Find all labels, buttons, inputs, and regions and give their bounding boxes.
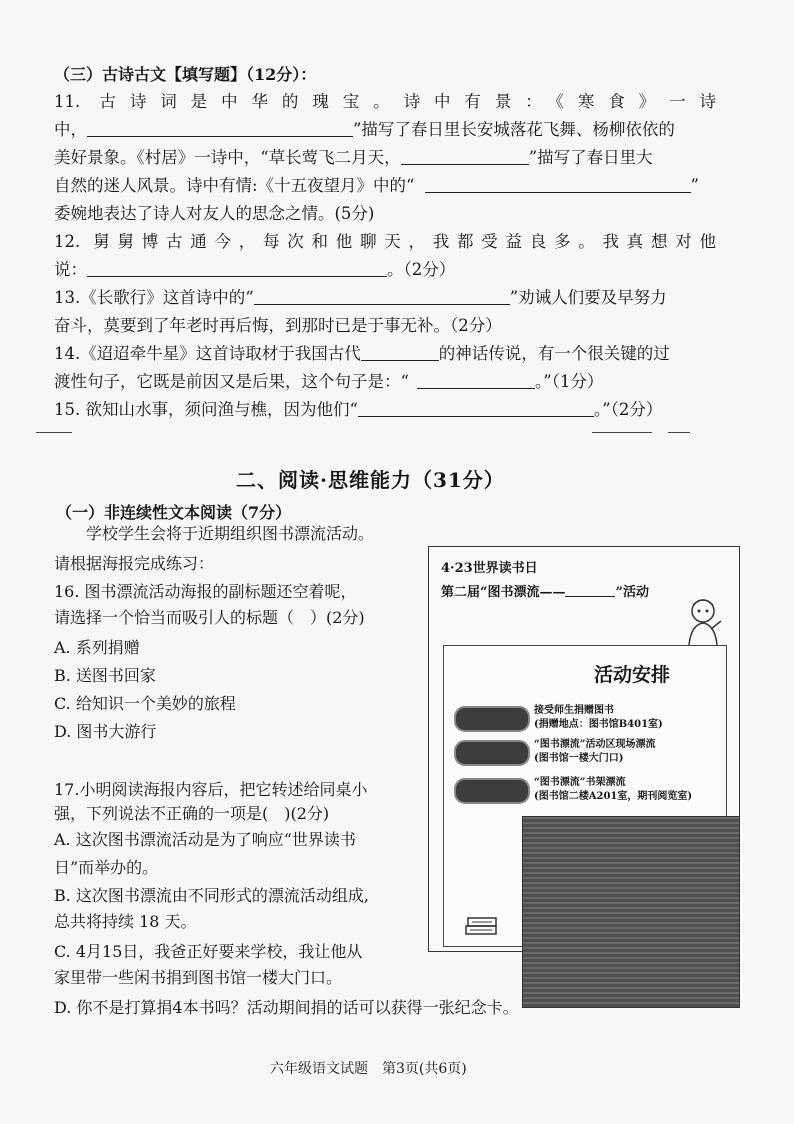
q12-line2-suffix: 。（2分） — [387, 260, 456, 279]
q16-option-d[interactable]: D. 图书大游行 — [54, 722, 157, 741]
arrangement-item-3-line2: (图书馆二楼A201室，期刊阅览室) — [534, 791, 693, 802]
q17-line2: 强，下列说法不正确的一项是( )(2分) — [54, 804, 330, 823]
poster-title-2-suffix: ”活动 — [615, 585, 649, 600]
q15-blank[interactable] — [358, 400, 594, 417]
date-pill-1 — [454, 706, 530, 732]
poster-title-1: 4·23世界读书日 — [441, 561, 538, 576]
arrangement-heading: 活动安排 — [594, 664, 671, 686]
q11-line3 — [54, 148, 653, 168]
separator-right-2 — [668, 432, 690, 433]
q17-option-a-line1[interactable]: A. 这次图书漂流活动是为了响应“世界读书 — [54, 830, 356, 849]
q14-line1-suffix: 的神话传说，有一个很关键的过 — [438, 344, 670, 363]
activity-poster — [428, 546, 740, 952]
poster-notes-box — [522, 816, 740, 1008]
q15-line1-prefix: 15. 欲知山水事，须问渔与樵，因为他们“ — [54, 400, 358, 419]
q15-line1 — [54, 400, 662, 420]
q11-line4-prefix: 自然的迷人风景。诗中有情:《十五夜望月》中的“ — [54, 176, 415, 195]
intro-line2: 请根据海报完成练习： — [54, 554, 215, 573]
q16-option-a[interactable]: A. 系列捐赠 — [54, 638, 140, 657]
arrangement-item-2 — [534, 738, 656, 766]
q11-line2-prefix: 中， — [54, 120, 87, 139]
q12-blank[interactable] — [87, 260, 387, 277]
part-2-heading: 二、阅读·思维能力（31分） — [236, 468, 505, 492]
q11-line4-suffix: ” — [690, 176, 699, 195]
q14-line2 — [54, 372, 603, 392]
q11-line4 — [54, 176, 699, 196]
q16-option-c[interactable]: C. 给知识一个美妙的旅程 — [54, 694, 236, 713]
q17-line1: 17.小明阅读海报内容后，把它转述给同桌小 — [54, 780, 368, 799]
arrangement-item-3-line1: “图书漂流”书架漂流 — [534, 777, 626, 788]
q16-line1: 16. 图书漂流活动海报的副标题还空着呢， — [54, 582, 357, 601]
q17-option-b-line2: 总共将持续 18 天。 — [54, 912, 197, 931]
q14-blank-2[interactable] — [417, 372, 535, 389]
q12-line2-prefix: 说： — [54, 260, 87, 279]
q13-line2: 奋斗，莫要到了年老时再后悔，到那时已是于事无补。（2分） — [54, 316, 502, 335]
q13-blank[interactable] — [254, 288, 510, 305]
poster-subtitle-blank — [565, 584, 615, 597]
q14-line1 — [54, 344, 670, 364]
q12-line1: 12. 舅舅博古通今，每次和他聊天，我都受益良多。我真想对他 — [54, 232, 716, 251]
q13-line1 — [54, 288, 667, 308]
arrangement-item-1-line1: 接受师生捐赠图书 — [534, 705, 614, 716]
date-pill-3 — [454, 778, 530, 804]
arrangement-item-2-line1: “图书漂流”活动区现场漂流 — [534, 739, 656, 750]
q11-line3-suffix: ”描写了春日里大 — [528, 148, 653, 167]
q11-line1: 11. 古诗词是中华的瑰宝。诗中有景：《寒食》一诗 — [54, 92, 716, 111]
page-number: 第3页(共6页) — [382, 1061, 467, 1077]
book-stack-icon — [464, 914, 500, 936]
separator-left — [36, 432, 72, 433]
q13-line1-suffix: ”劝诫人们要及早努力 — [509, 288, 667, 307]
q14-line1-prefix: 14.《迢迢牵牛星》这首诗取材于我国古代 — [54, 344, 361, 363]
exam-name: 六年级语文试题 — [270, 1061, 368, 1077]
section-3-heading: （三）古诗古文【填写题】（12分）： — [54, 65, 317, 84]
q11-blank-3[interactable] — [425, 176, 691, 193]
q11-line5: 委婉地表达了诗人对友人的思念之情。(5分) — [54, 204, 375, 223]
subsection-1-heading: （一）非连续性文本阅读（7分） — [56, 503, 292, 522]
q16-option-b[interactable]: B. 送图书回家 — [54, 666, 156, 685]
arrangement-item-1 — [534, 704, 663, 732]
q17-option-c-line2: 家里带一些闲书捐到图书馆一楼大门口。 — [54, 968, 343, 987]
q13-line1-prefix: 13.《长歌行》这首诗中的“ — [54, 288, 254, 307]
q11-line3-prefix: 美好景象。《村居》一诗中，“草长莺飞二月天， — [54, 148, 401, 167]
mascot-illustration-icon — [681, 595, 725, 647]
q14-blank-1[interactable] — [361, 344, 439, 361]
q11-blank-1[interactable] — [87, 120, 353, 137]
separator-right-1 — [592, 432, 652, 433]
q14-line2-suffix: 。”（1分） — [534, 372, 604, 391]
poster-title-2-prefix: 第二届“图书漂流—— — [441, 585, 566, 600]
page-footer — [270, 1058, 481, 1078]
arrangement-item-2-line2: (图书馆一楼大门口) — [534, 753, 624, 764]
q17-option-d[interactable]: D. 你不是打算捐4本书吗？活动期间捐的话可以获得一张纪念卡。 — [54, 998, 519, 1017]
q16-line2: 请选择一个恰当而吸引人的标题（ ）(2分) — [54, 608, 365, 627]
arrangement-item-3 — [534, 776, 692, 804]
poster-title-2 — [441, 581, 649, 600]
q15-line1-suffix: 。”（2分） — [593, 400, 663, 419]
q17-option-b-line1[interactable]: B. 这次图书漂流由不同形式的漂流活动组成, — [54, 886, 370, 905]
q17-option-a-line2: 日”而举办的。 — [54, 858, 159, 877]
q11-line2-suffix: ”描写了春日里长安城落花飞舞、杨柳依依的 — [353, 120, 675, 139]
activity-arrangement-panel — [443, 645, 727, 947]
arrangement-item-1-line2: (捐赠地点：图书馆B401室) — [534, 719, 663, 730]
intro-line1: 学校学生会将于近期组织图书漂流活动。 — [86, 524, 375, 543]
q17-option-c-line1[interactable]: C. 4月15日，我爸正好要来学校，我让他从 — [54, 942, 363, 961]
q11-blank-2[interactable] — [401, 148, 529, 165]
q14-line2-prefix: 渡性句子，它既是前因又是后果，这个句子是：“ — [54, 372, 409, 391]
q11-line2 — [54, 120, 675, 140]
date-pill-2 — [454, 740, 530, 766]
q12-line2 — [54, 260, 455, 280]
